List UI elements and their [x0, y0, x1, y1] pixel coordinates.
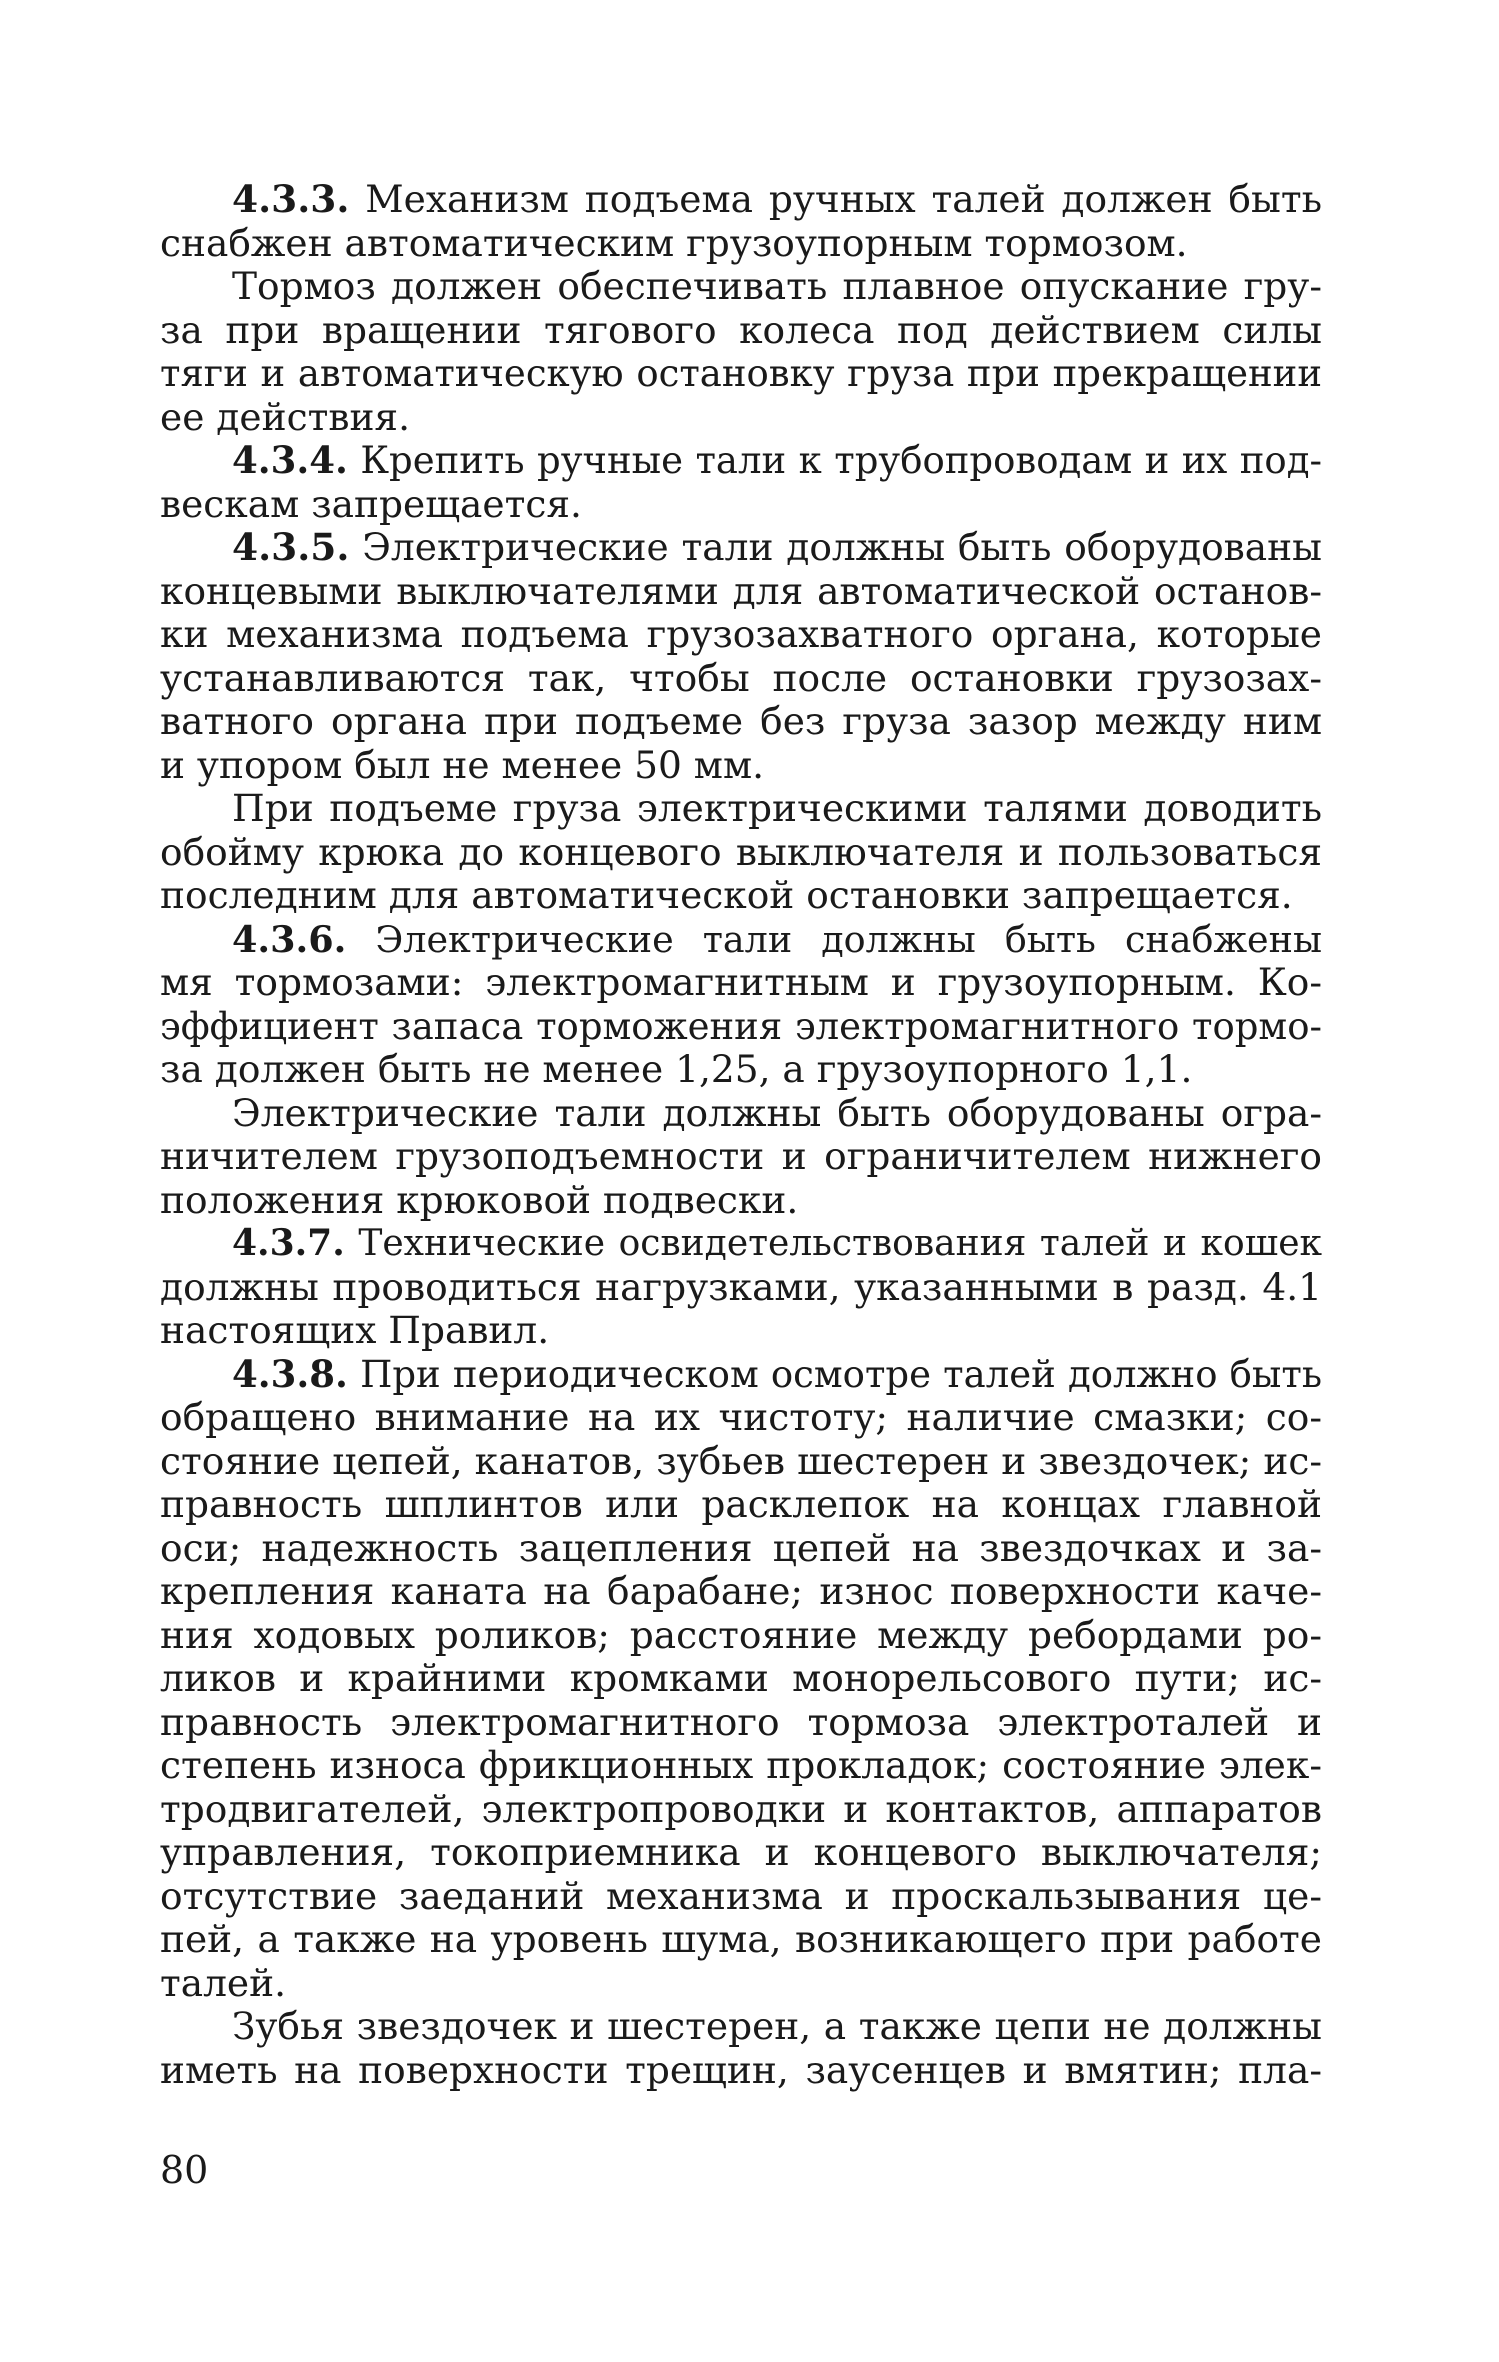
text-line [160, 1570, 1322, 1614]
line-text: пей, а также на уровень шума, возникающего при работе [160, 1918, 1322, 1961]
line-text: положения крюковой подвески. [160, 1178, 799, 1222]
clause-number: 4.3.8. [232, 1352, 348, 1396]
line-text: должны проводиться нагрузками, указанными в разд. 4.1 [160, 1265, 1322, 1309]
text-line [160, 874, 1322, 918]
text-line [232, 918, 1322, 962]
line-text: и упором был не менее 50 мм. [160, 743, 765, 787]
text-line [160, 1918, 1322, 1962]
line-text: концевыми выключателями для автоматической останов- [160, 569, 1322, 613]
text-line [232, 1222, 1322, 1266]
line-text: тяги и автоматическую остановку груза при прекращении [160, 352, 1322, 395]
line-text: Электрические тали должны быть оборудованы огра- [232, 1091, 1322, 1135]
line-text: При периодическом осмотре талей должно быть [347, 1352, 1322, 1396]
text-line [160, 744, 1322, 788]
text-line [160, 700, 1322, 744]
line-text: Зубья звездочек и шестерен, а также цепи не должны [232, 2005, 1322, 2048]
line-text: последним для автоматической остановки запрещается. [160, 874, 1293, 917]
text-line [232, 265, 1322, 309]
line-text: управления, токоприемника и концевого выключателя; [160, 1831, 1322, 1874]
clause-number: 4.3.7. [232, 1222, 345, 1264]
text-line [160, 1048, 1322, 1092]
text-line [160, 1135, 1322, 1179]
text-line [160, 570, 1322, 614]
text-line [232, 526, 1322, 570]
clause-number: 4.3.5. [232, 526, 350, 569]
line-text: правность шплинтов или расклепок на концах главной [160, 1483, 1322, 1526]
line-text: иметь на поверхности трещин, заусенцев и вмятин; пла- [160, 2048, 1322, 2092]
text-line [160, 1179, 1322, 1223]
line-text: Тормоз должен обеспечивать плавное опускание гру- [232, 265, 1322, 308]
line-text: стояние цепей, канатов, зубьев шестерен и звездочек; ис- [160, 1439, 1322, 1483]
clause-number: 4.3.4. [232, 439, 348, 482]
line-text: за должен быть не менее 1,25, а грузоупорного 1,1. [160, 1048, 1193, 1091]
line-text: Крепить ручные тали к трубопроводам и их под- [347, 439, 1322, 482]
line-text: настоящих Правил. [160, 1309, 550, 1352]
text-line [160, 483, 1322, 527]
text-line [160, 1701, 1322, 1745]
text-line [160, 1788, 1322, 1832]
text-line [160, 1396, 1322, 1440]
line-text: крепления каната на барабане; износ поверхности каче- [160, 1570, 1322, 1613]
line-text: правность электромагнитного тормоза электроталей и [160, 1700, 1322, 1744]
line-text: ватного органа при подъеме без груза зазор между ним [160, 700, 1322, 743]
text-line [160, 352, 1322, 396]
line-text: тродвигателей, электропроводки и контактов, аппаратов [160, 1787, 1322, 1831]
line-text: эффициент запаса торможения электромагнитного тормо- [160, 1004, 1322, 1048]
line-text: Электрические тали должны быть снабжены [375, 917, 1322, 961]
text-line [160, 222, 1322, 266]
line-text: обойму крюка до концевого выключателя и пользоваться [160, 830, 1322, 874]
text-line [160, 396, 1322, 440]
line-text: за при вращении тягового колеса под действием силы [160, 308, 1322, 352]
text-line [160, 1527, 1322, 1571]
text-line [160, 1962, 1322, 2006]
clause-number: 4.3.6. [232, 917, 347, 961]
text-line [232, 2005, 1322, 2049]
text-line [160, 961, 1322, 1005]
line-text: снабжен автоматическим грузоупорным тормозом. [160, 221, 1188, 265]
page-number: 80 [160, 2148, 209, 2192]
text-line [232, 439, 1322, 483]
text-line [232, 178, 1322, 222]
text-line [160, 309, 1322, 353]
line-text: ликов и крайними кромками монорельсового пути; ис- [160, 1657, 1322, 1700]
text-line [160, 1657, 1322, 1701]
text-line [160, 831, 1322, 875]
line-text: При подъеме груза электрическими талями доводить [232, 787, 1322, 830]
text-line [160, 1744, 1322, 1788]
line-text: вескам запрещается. [160, 482, 582, 526]
line-text: Электрические тали должны быть оборудованы [349, 526, 1322, 569]
line-text: Механизм подъема ручных талей должен быть [349, 178, 1322, 221]
line-text: обращено внимание на их чистоту; наличие смазки; со- [160, 1396, 1322, 1439]
line-text: мя тормозами: электромагнитным и грузоупорным. Ко- [160, 961, 1322, 1004]
line-text: Технические освидетельствования талей и кошек [344, 1223, 1322, 1264]
line-text: отсутствие заеданий механизма и проскальзывания це- [160, 1874, 1322, 1918]
text-line [160, 1005, 1322, 1049]
text-line [232, 1092, 1322, 1136]
text-line [160, 1309, 1322, 1353]
text-line [160, 613, 1322, 657]
clause-number: 4.3.3. [232, 178, 350, 221]
line-text: талей. [160, 1961, 287, 2005]
text-line [232, 1353, 1322, 1397]
text-line [160, 1266, 1322, 1310]
line-text: ее действия. [160, 395, 411, 439]
text-line [160, 1875, 1322, 1919]
text-line [160, 1831, 1322, 1875]
text-line [160, 1440, 1322, 1484]
text-line [160, 657, 1322, 701]
line-text: степень износа фрикционных прокладок; состояние элек- [160, 1744, 1322, 1787]
line-text: ния ходовых роликов; расстояние между ребордами ро- [160, 1613, 1322, 1657]
line-text: ки механизма подъема грузозахватного органа, которые [160, 613, 1322, 656]
line-text: ничителем грузоподъемности и ограничителем нижнего [160, 1135, 1322, 1178]
line-text: устанавливаются так, чтобы после остановки грузозах- [160, 656, 1322, 700]
text-line [232, 787, 1322, 831]
text-line [160, 2049, 1322, 2093]
text-line [160, 1614, 1322, 1658]
body-text [0, 178, 1499, 2092]
line-text: оси; надежность зацепления цепей на звездочках и за- [160, 1526, 1322, 1570]
text-line [160, 1483, 1322, 1527]
